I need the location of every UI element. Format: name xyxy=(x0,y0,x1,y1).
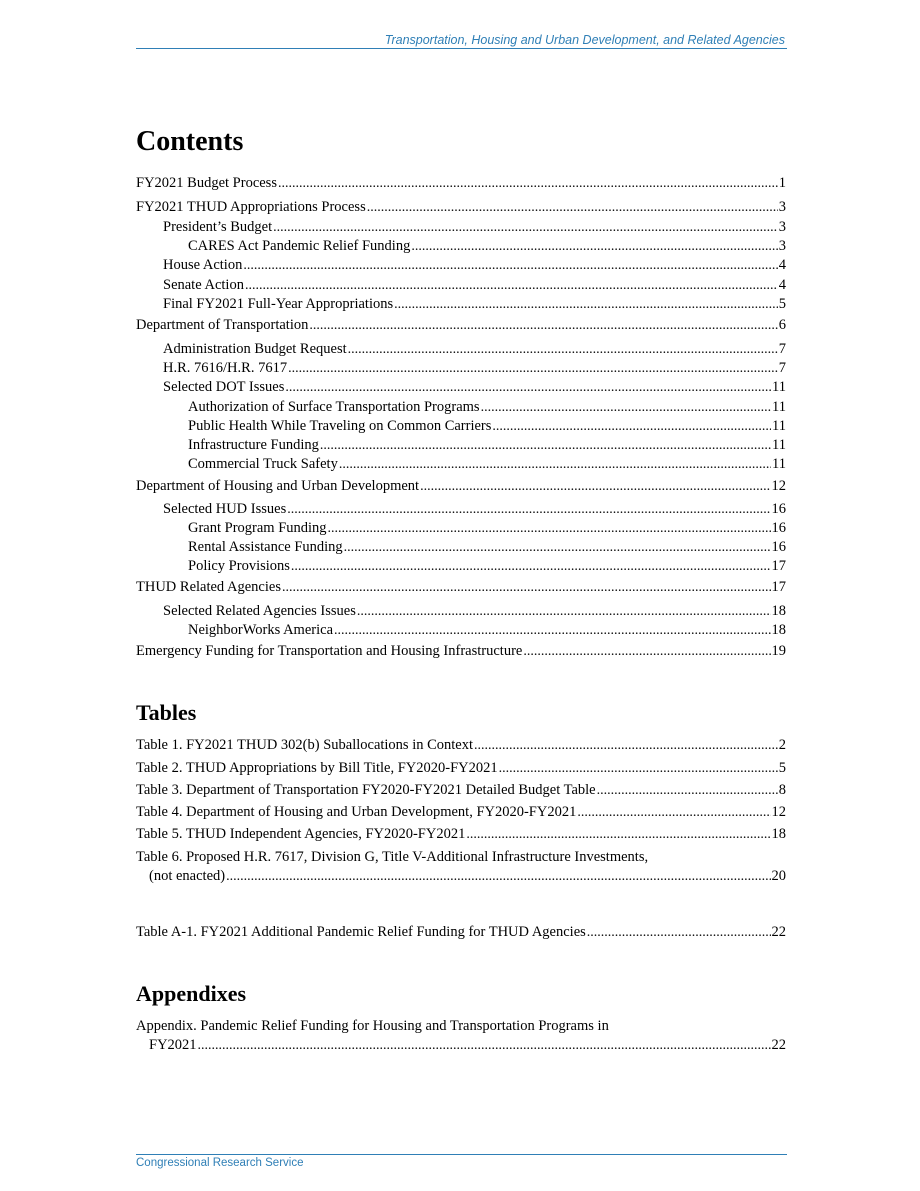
table-entry[interactable] xyxy=(136,825,786,844)
dot-leader xyxy=(499,759,778,778)
appendix-entry-line1[interactable]: Appendix. Pandemic Relief Funding for Housing and Transportation Programs in xyxy=(136,1018,609,1034)
toc-page: 16 xyxy=(771,501,786,517)
table-entry[interactable] xyxy=(136,923,786,942)
footer-text: Congressional Research Service xyxy=(136,1157,304,1169)
toc-page: 18 xyxy=(771,622,786,638)
toc-title: THUD Related Agencies xyxy=(136,579,281,595)
dot-leader xyxy=(492,417,771,436)
toc-entry[interactable] xyxy=(163,256,786,275)
toc-page: 11 xyxy=(772,379,786,395)
table-page: 2 xyxy=(778,737,786,753)
table-title: (not enacted) xyxy=(149,868,226,884)
tables-heading: Tables xyxy=(136,700,197,725)
dot-leader xyxy=(466,825,770,844)
dot-leader xyxy=(357,602,771,621)
toc-page: 17 xyxy=(771,579,786,595)
table-title: Table 1. FY2021 THUD 302(b) Suballocations in Context xyxy=(136,737,474,753)
dot-leader xyxy=(523,642,770,661)
dot-leader xyxy=(273,218,778,237)
toc-title: Selected HUD Issues xyxy=(163,501,287,517)
dot-leader xyxy=(344,538,771,557)
dot-leader xyxy=(339,455,771,474)
table-title: Table 3. Department of Transportation FY2020-FY2021 Detailed Budget Table xyxy=(136,782,596,798)
toc-title: President’s Budget xyxy=(163,219,273,235)
toc-page: 4 xyxy=(778,257,786,273)
toc-entry[interactable] xyxy=(136,198,786,217)
table-title: Table A-1. FY2021 Additional Pandemic Relief Funding for THUD Agencies xyxy=(136,924,586,940)
table-entry-line1[interactable]: Table 6. Proposed H.R. 7617, Division G, Title V-Additional Infrastructure Investments, xyxy=(136,849,649,865)
dot-leader xyxy=(287,500,770,519)
dot-leader xyxy=(282,578,771,597)
table-entry[interactable] xyxy=(149,867,786,886)
dot-leader xyxy=(309,316,777,335)
table-entry[interactable] xyxy=(136,736,786,755)
toc-page: 3 xyxy=(778,219,786,235)
toc-title: Commercial Truck Safety xyxy=(188,456,338,472)
table-page: 12 xyxy=(771,804,786,820)
toc-page: 19 xyxy=(771,643,786,659)
dot-leader xyxy=(328,519,771,538)
dot-leader xyxy=(243,256,777,275)
toc-title: House Action xyxy=(163,257,243,273)
toc-title: Authorization of Surface Transportation Programs xyxy=(188,399,480,415)
dot-leader xyxy=(394,295,778,314)
toc-title: Final FY2021 Full-Year Appropriations xyxy=(163,296,394,312)
toc-entry[interactable] xyxy=(163,276,786,295)
table-page: 5 xyxy=(778,760,786,776)
appendix-entry[interactable] xyxy=(149,1036,786,1055)
toc-title: FY2021 Budget Process xyxy=(136,175,277,191)
toc-entry[interactable] xyxy=(188,417,786,436)
appendix-title: FY2021 xyxy=(149,1037,197,1053)
toc-title: Public Health While Traveling on Common Carriers xyxy=(188,418,492,434)
toc-page: 18 xyxy=(771,603,786,619)
dot-leader xyxy=(278,174,778,193)
table-title: Table 2. THUD Appropriations by Bill Title, FY2020-FY2021 xyxy=(136,760,498,776)
dot-leader xyxy=(474,736,778,755)
toc-entry[interactable] xyxy=(136,174,786,193)
toc-entry[interactable] xyxy=(188,436,786,455)
page-footer xyxy=(136,1154,787,1169)
toc-page: 16 xyxy=(771,539,786,555)
dot-leader xyxy=(367,198,778,217)
appendix-page: 22 xyxy=(771,1037,786,1053)
toc-title: Selected Related Agencies Issues xyxy=(163,603,356,619)
dot-leader xyxy=(291,557,771,576)
page-header xyxy=(136,30,787,49)
table-page: 20 xyxy=(771,868,786,884)
toc-title: FY2021 THUD Appropriations Process xyxy=(136,199,366,215)
toc-entry[interactable] xyxy=(136,642,786,661)
toc-entry[interactable] xyxy=(163,378,786,397)
table-entry[interactable] xyxy=(136,759,786,778)
dot-leader xyxy=(597,781,778,800)
toc-page: 5 xyxy=(778,296,786,312)
toc-title: Department of Transportation xyxy=(136,317,309,333)
toc-page: 17 xyxy=(771,558,786,574)
table-title: Table 5. THUD Independent Agencies, FY2020-FY2021 xyxy=(136,826,466,842)
toc-page: 6 xyxy=(778,317,786,333)
toc-entry[interactable] xyxy=(136,578,786,597)
toc-title: Policy Provisions xyxy=(188,558,290,574)
dot-leader xyxy=(411,237,777,256)
toc-page: 3 xyxy=(778,199,786,215)
toc-title: Department of Housing and Urban Development xyxy=(136,478,420,494)
toc-title: NeighborWorks America xyxy=(188,622,333,638)
toc-page: 16 xyxy=(771,520,786,536)
table-page: 8 xyxy=(778,782,786,798)
toc-page: 11 xyxy=(772,399,786,415)
toc-entry[interactable] xyxy=(136,316,786,335)
toc-entry[interactable] xyxy=(188,621,786,640)
toc-title: H.R. 7616/H.R. 7617 xyxy=(163,360,288,376)
table-page: 22 xyxy=(771,924,786,940)
dot-leader xyxy=(348,340,778,359)
toc-page: 7 xyxy=(778,360,786,376)
toc-page: 7 xyxy=(778,341,786,357)
table-page: 18 xyxy=(771,826,786,842)
toc-entry[interactable] xyxy=(188,237,786,256)
dot-leader xyxy=(285,378,771,397)
toc-entry[interactable] xyxy=(163,295,786,314)
toc-title: Emergency Funding for Transportation and Housing Infrastructure xyxy=(136,643,523,659)
toc-title: Infrastructure Funding xyxy=(188,437,319,453)
dot-leader xyxy=(320,436,771,455)
dot-leader xyxy=(334,621,771,640)
dot-leader xyxy=(587,923,771,942)
toc-title: CARES Act Pandemic Relief Funding xyxy=(188,238,411,254)
dot-leader xyxy=(481,398,771,417)
toc-title: Senate Action xyxy=(163,277,244,293)
toc-entry[interactable] xyxy=(163,359,786,378)
table-title: Table 4. Department of Housing and Urban Development, FY2020-FY2021 xyxy=(136,804,577,820)
toc-title: Administration Budget Request xyxy=(163,341,347,357)
toc-entry[interactable] xyxy=(163,602,786,621)
toc-entry[interactable] xyxy=(136,477,786,496)
dot-leader xyxy=(245,276,778,295)
dot-leader xyxy=(420,477,770,496)
toc-title: Grant Program Funding xyxy=(188,520,327,536)
toc-page: 11 xyxy=(772,437,786,453)
toc-title: Rental Assistance Funding xyxy=(188,539,343,555)
table-entry[interactable] xyxy=(136,781,786,800)
toc-page: 4 xyxy=(778,277,786,293)
dot-leader xyxy=(288,359,778,378)
toc-page: 1 xyxy=(778,175,786,191)
toc-entry[interactable] xyxy=(188,519,786,538)
dot-leader xyxy=(226,867,770,886)
toc-entry[interactable] xyxy=(188,398,786,417)
table-entry[interactable] xyxy=(136,803,786,822)
toc-page: 12 xyxy=(771,478,786,494)
dot-leader xyxy=(577,803,770,822)
toc-page: 3 xyxy=(778,238,786,254)
toc-entry[interactable] xyxy=(188,557,786,576)
toc-entry[interactable] xyxy=(188,538,786,557)
toc-entry[interactable] xyxy=(188,455,786,474)
toc-title: Selected DOT Issues xyxy=(163,379,285,395)
appendixes-heading: Appendixes xyxy=(136,981,247,1006)
toc-page: 11 xyxy=(772,418,786,434)
toc-entry[interactable] xyxy=(163,218,786,237)
toc-page: 11 xyxy=(772,456,786,472)
toc-entry[interactable] xyxy=(163,340,786,359)
header-title: Transportation, Housing and Urban Development, and Related Agencies xyxy=(384,33,785,47)
contents-heading: Contents xyxy=(136,126,244,157)
dot-leader xyxy=(198,1036,771,1055)
toc-entry[interactable] xyxy=(163,500,786,519)
